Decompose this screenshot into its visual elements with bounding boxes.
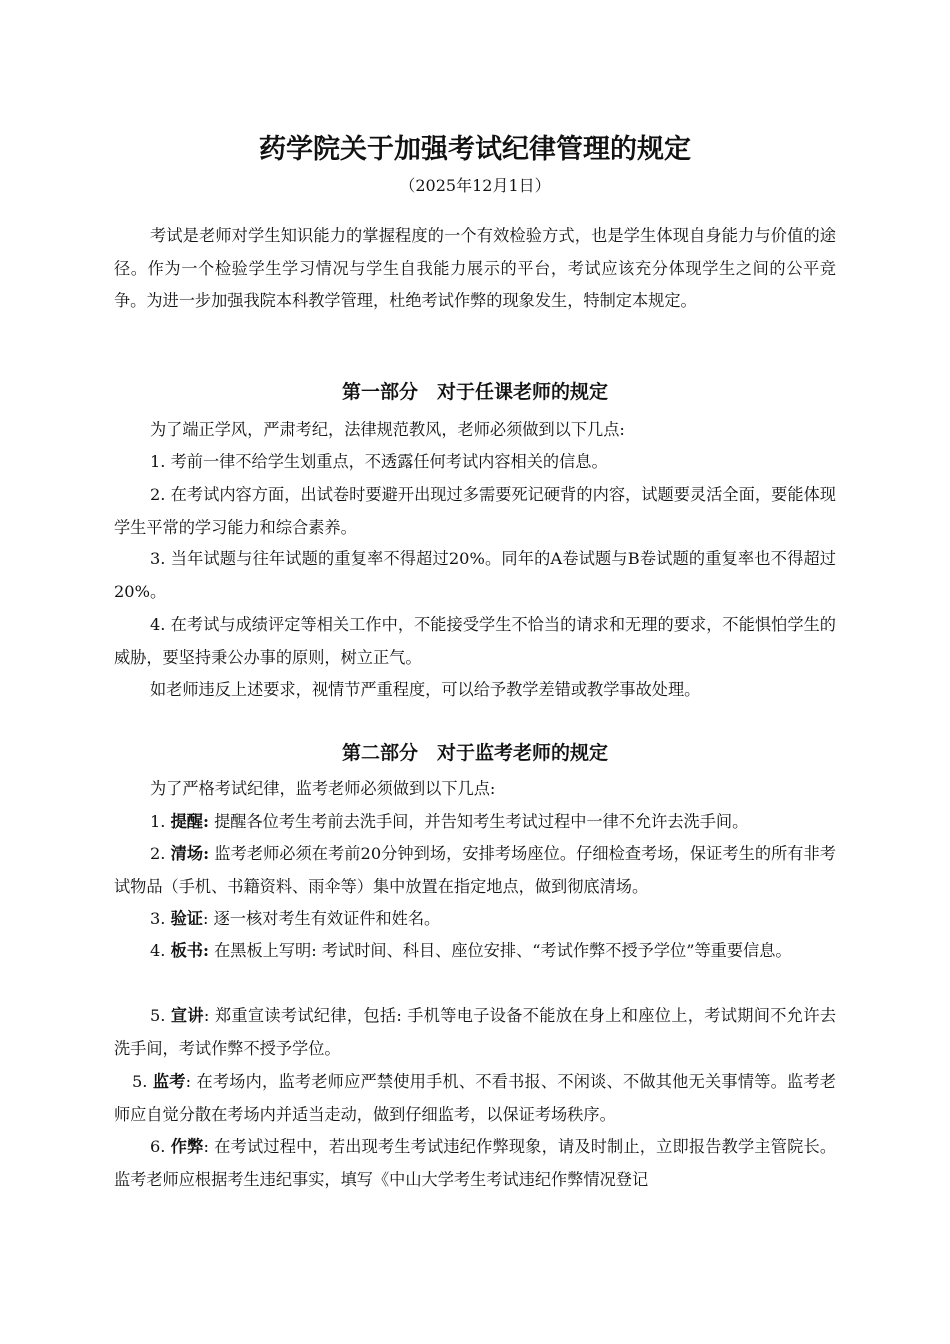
section2-lead: 为了严格考试纪律，监考老师必须做到以下几点:	[150, 779, 496, 798]
item-keyword: 作弊	[170, 1137, 204, 1156]
section1-item-3: 3. 当年试题与往年试题的重复率不得超过20%。同年的A卷试题与B卷试题的重复率也不得超过20%。	[114, 549, 836, 601]
document-title: 药学院关于加强考试纪律管理的规定	[259, 134, 691, 165]
section1-item-2: 2. 在考试内容方面，出试卷时要避开出现过多需要死记硬背的内容，试题要灵活全面，要能体现学生平常的学习能力和综合素养。	[114, 485, 836, 537]
item-number: 5.	[150, 1006, 171, 1025]
item-number: 5.	[132, 1072, 153, 1091]
item-keyword: 板书:	[170, 941, 209, 960]
section2-item-board	[114, 935, 836, 968]
intro-paragraph: 考试是老师对学生知识能力的掌握程度的一个有效检验方式，也是学生体现自身能力与价值的途径。作为一个检验学生学习情况与学生自我能力展示的平台，考试应该充分体现学生之间的公平竞争。为进一步加强我院本科教学管理，杜绝考试作弊的现象发生，特制定本规定。	[114, 226, 836, 310]
item-text: : 在考试过程中，若出现考生考试违纪作弊现象，请及时制止，立即报告教学主管院长。监考老师应根据考生违纪事实，填写《中山大学考生考试违纪作弊情况登记	[114, 1137, 837, 1189]
section1-closing: 如老师违反上述要求，视情节严重程度，可以给予教学差错或教学事故处理。	[150, 680, 701, 699]
item-text: : 逐一核对考生有效证件和姓名。	[202, 909, 441, 928]
item-text: : 郑重宣读考试纪律，包括: 手机等电子设备不能放在身上和座位上，考试期间不允许去洗手间，考试作弊不授予学位。	[114, 1006, 837, 1058]
item-keyword: 验证	[170, 909, 203, 928]
document-date: （2025年12月1日）	[399, 176, 551, 195]
item-number: 2.	[150, 844, 171, 863]
item-keyword: 监考	[152, 1072, 186, 1091]
item-text: 在黑板上写明: 考试时间、科目、座位安排、“考试作弊不授予学位”等重要信息。	[208, 941, 792, 960]
section1-lead: 为了端正学风，严肃考纪，法律规范教风，老师必须做到以下几点:	[150, 420, 625, 439]
section2-item-verify	[114, 903, 836, 936]
item-keyword: 提醒:	[170, 812, 209, 831]
item-number: 6.	[150, 1137, 171, 1156]
item-keyword: 宣讲	[170, 1006, 204, 1025]
section1-item-4: 4. 在考试与成绩评定等相关工作中，不能接受学生不恰当的请求和无理的要求，不能惧怕学生的威胁，要坚持秉公办事的原则，树立正气。	[114, 615, 836, 667]
section1-heading: 第一部分 对于任课老师的规定	[341, 381, 608, 403]
section1-item-1: 1. 考前一律不给学生划重点，不透露任何考试内容相关的信息。	[150, 452, 608, 471]
item-text: 提醒各位考生考前去洗手间，并告知考生考试过程中一律不允许去洗手间。	[208, 812, 749, 831]
item-number: 4.	[150, 941, 171, 960]
section2-item-remind	[114, 806, 836, 839]
section2-item-announce	[114, 1000, 836, 1065]
item-text: : 在考场内，监考老师应严禁使用手机、不看书报、不闲谈、不做其他无关事情等。监考老师应自觉分散在考场内并适当走动，做到仔细监考，以保证考场秩序。	[114, 1072, 836, 1124]
item-number: 1.	[150, 812, 171, 831]
section2-heading: 第二部分 对于监考老师的规定	[341, 742, 608, 764]
item-text: 监考老师必须在考前20分钟到场，安排考场座位。仔细检查考场，保证考生的所有非考试物品（手机、书籍资料、雨伞等）集中放置在指定地点，做到彻底清场。	[114, 844, 836, 896]
item-number: 3.	[150, 909, 171, 928]
section2-item-clear	[114, 838, 836, 903]
section2-item-cheating	[114, 1131, 836, 1196]
item-keyword: 清场:	[170, 844, 210, 863]
section2-item-invigilate	[114, 1066, 836, 1131]
